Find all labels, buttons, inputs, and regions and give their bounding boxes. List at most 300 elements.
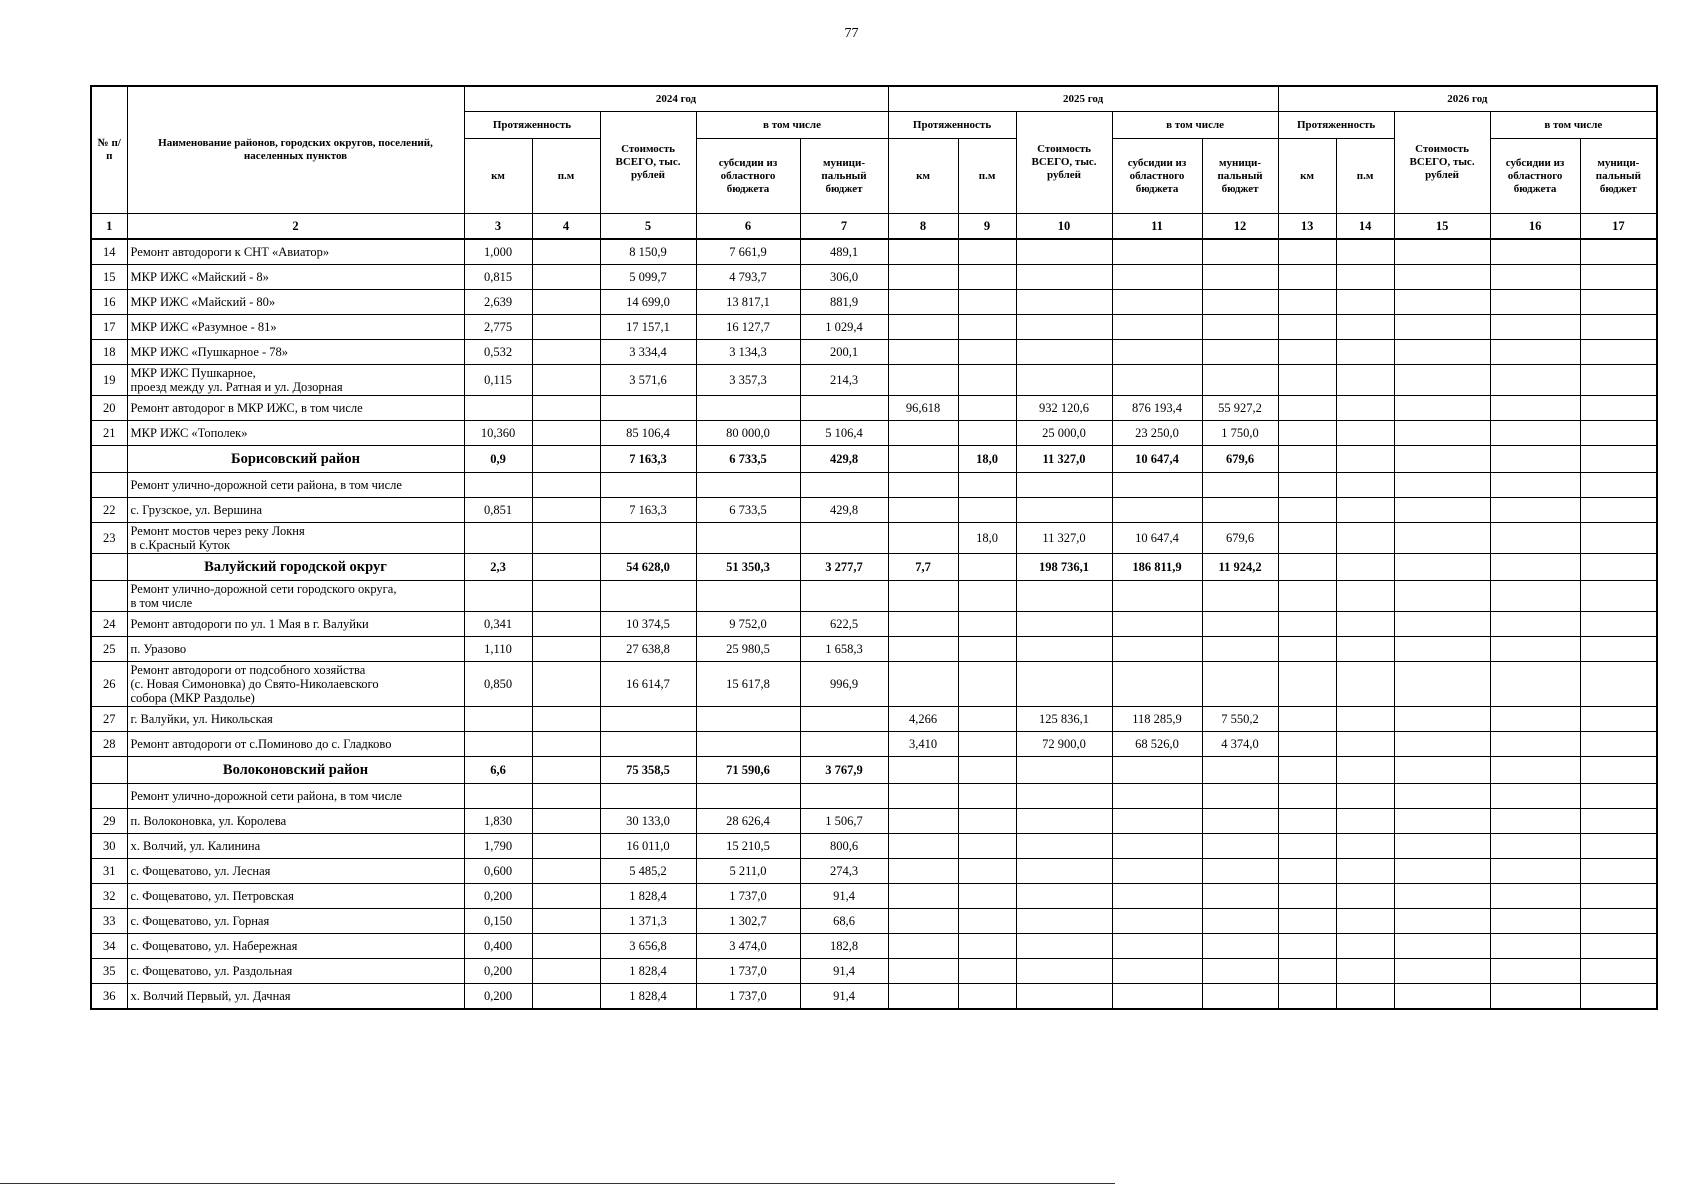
value-cell <box>1278 757 1336 784</box>
value-cell: 622,5 <box>800 612 888 637</box>
value-cell <box>1490 365 1580 396</box>
header-cost-2024: Стоимость ВСЕГО, тыс. рублей <box>600 112 696 214</box>
value-cell <box>1336 290 1394 315</box>
header-name: Наименование районов, городских округов, поселений, населенных пунктов <box>127 86 464 214</box>
value-cell: 429,8 <box>800 446 888 473</box>
row-name: МКР ИЖС «Разумное - 81» <box>127 315 464 340</box>
value-cell <box>1490 315 1580 340</box>
row-name: Борисовский район <box>127 446 464 473</box>
value-cell: 0,115 <box>464 365 532 396</box>
row-name: с. Фощеватово, ул. Набережная <box>127 934 464 959</box>
value-cell <box>1580 909 1657 934</box>
value-cell <box>1336 884 1394 909</box>
value-cell: 11 924,2 <box>1202 554 1278 581</box>
value-cell <box>1394 884 1490 909</box>
value-cell <box>958 859 1016 884</box>
row-number: 14 <box>91 239 127 265</box>
value-cell <box>1490 239 1580 265</box>
row-number: 31 <box>91 859 127 884</box>
value-cell: 91,4 <box>800 959 888 984</box>
value-cell <box>1336 934 1394 959</box>
value-cell <box>1336 421 1394 446</box>
value-cell <box>532 365 600 396</box>
value-cell <box>1112 959 1202 984</box>
value-cell <box>1580 421 1657 446</box>
value-cell <box>1202 834 1278 859</box>
value-cell <box>1278 707 1336 732</box>
column-number: 2 <box>127 214 464 240</box>
value-cell <box>1336 265 1394 290</box>
value-cell <box>888 809 958 834</box>
value-cell: 14 699,0 <box>600 290 696 315</box>
value-cell: 3 357,3 <box>696 365 800 396</box>
value-cell <box>1490 581 1580 612</box>
value-cell: 51 350,3 <box>696 554 800 581</box>
value-cell <box>1016 290 1112 315</box>
value-cell: 1 828,4 <box>600 884 696 909</box>
row-name: п. Волоконовка, ул. Королева <box>127 809 464 834</box>
value-cell: 489,1 <box>800 239 888 265</box>
row-name: с. Фощеватово, ул. Раздольная <box>127 959 464 984</box>
value-cell <box>1490 784 1580 809</box>
column-number-row <box>91 214 1657 240</box>
value-cell <box>958 834 1016 859</box>
table-row <box>91 612 1657 637</box>
value-cell <box>1112 934 1202 959</box>
value-cell <box>464 396 532 421</box>
value-cell <box>958 396 1016 421</box>
value-cell <box>1580 809 1657 834</box>
value-cell <box>1336 612 1394 637</box>
table-row <box>91 809 1657 834</box>
table-row <box>91 859 1657 884</box>
row-name: Ремонт автодороги по ул. 1 Мая в г. Валуйки <box>127 612 464 637</box>
header-municipal-2024: муници-пальный бюджет <box>800 139 888 214</box>
group-row <box>91 757 1657 784</box>
value-cell: 1 029,4 <box>800 315 888 340</box>
value-cell: 7,7 <box>888 554 958 581</box>
value-cell <box>1112 662 1202 707</box>
value-cell <box>1336 315 1394 340</box>
value-cell <box>888 290 958 315</box>
value-cell <box>1112 784 1202 809</box>
value-cell: 1 828,4 <box>600 959 696 984</box>
value-cell <box>800 581 888 612</box>
row-name: Ремонт автодорог в МКР ИЖС, в том числе <box>127 396 464 421</box>
value-cell <box>532 909 600 934</box>
value-cell <box>800 707 888 732</box>
table-row <box>91 581 1657 612</box>
value-cell <box>1580 315 1657 340</box>
value-cell: 7 550,2 <box>1202 707 1278 732</box>
value-cell: 200,1 <box>800 340 888 365</box>
value-cell <box>1278 498 1336 523</box>
value-cell <box>532 784 600 809</box>
row-number: 34 <box>91 934 127 959</box>
value-cell: 5 099,7 <box>600 265 696 290</box>
value-cell <box>1016 662 1112 707</box>
value-cell: 7 163,3 <box>600 446 696 473</box>
table-row <box>91 784 1657 809</box>
value-cell <box>464 581 532 612</box>
value-cell: 28 626,4 <box>696 809 800 834</box>
value-cell: 13 817,1 <box>696 290 800 315</box>
row-number: 21 <box>91 421 127 446</box>
value-cell <box>958 365 1016 396</box>
value-cell <box>1580 884 1657 909</box>
value-cell: 7 661,9 <box>696 239 800 265</box>
value-cell <box>532 959 600 984</box>
row-number: 36 <box>91 984 127 1010</box>
value-cell: 5 211,0 <box>696 859 800 884</box>
value-cell <box>1394 581 1490 612</box>
value-cell <box>532 421 600 446</box>
column-number: 15 <box>1394 214 1490 240</box>
table-row <box>91 707 1657 732</box>
value-cell <box>1394 984 1490 1010</box>
value-cell <box>1394 523 1490 554</box>
value-cell <box>958 707 1016 732</box>
value-cell <box>888 757 958 784</box>
value-cell: 1 371,3 <box>600 909 696 934</box>
value-cell <box>1016 315 1112 340</box>
value-cell <box>532 554 600 581</box>
value-cell <box>1278 884 1336 909</box>
value-cell <box>696 784 800 809</box>
value-cell <box>958 757 1016 784</box>
value-cell: 55 927,2 <box>1202 396 1278 421</box>
value-cell: 186 811,9 <box>1112 554 1202 581</box>
value-cell <box>958 884 1016 909</box>
value-cell <box>1336 662 1394 707</box>
value-cell <box>800 523 888 554</box>
value-cell <box>1112 340 1202 365</box>
value-cell <box>1490 859 1580 884</box>
value-cell <box>1490 612 1580 637</box>
value-cell <box>1490 446 1580 473</box>
value-cell <box>1336 909 1394 934</box>
value-cell <box>1278 909 1336 934</box>
value-cell: 54 628,0 <box>600 554 696 581</box>
value-cell <box>1202 757 1278 784</box>
header-incl-2024: в том числе <box>696 112 888 139</box>
value-cell: 1 737,0 <box>696 984 800 1010</box>
column-number: 14 <box>1336 214 1394 240</box>
header-cost-2025: Стоимость ВСЕГО, тыс. рублей <box>1016 112 1112 214</box>
row-name: Ремонт автодороги от подсобного хозяйства (с. Новая Симоновка) до Свято-Николаевского собора (МКР Раздолье) <box>127 662 464 707</box>
row-name: Валуйский городской округ <box>127 554 464 581</box>
value-cell: 10 647,4 <box>1112 446 1202 473</box>
value-cell <box>1394 365 1490 396</box>
header-pm-2024: п.м <box>532 139 600 214</box>
value-cell <box>1580 707 1657 732</box>
value-cell <box>1490 732 1580 757</box>
value-cell <box>1394 612 1490 637</box>
value-cell <box>600 581 696 612</box>
row-number: 29 <box>91 809 127 834</box>
row-number: 27 <box>91 707 127 732</box>
value-cell <box>1278 959 1336 984</box>
value-cell <box>1112 984 1202 1010</box>
value-cell <box>1112 637 1202 662</box>
value-cell: 6,6 <box>464 757 532 784</box>
row-number: 25 <box>91 637 127 662</box>
value-cell <box>888 909 958 934</box>
value-cell <box>1394 239 1490 265</box>
value-cell <box>532 662 600 707</box>
row-name: Волоконовский район <box>127 757 464 784</box>
value-cell <box>1394 757 1490 784</box>
row-name: МКР ИЖС «Тополек» <box>127 421 464 446</box>
value-cell <box>600 784 696 809</box>
value-cell <box>958 290 1016 315</box>
value-cell <box>532 834 600 859</box>
value-cell <box>1580 859 1657 884</box>
value-cell: 23 250,0 <box>1112 421 1202 446</box>
value-cell <box>1336 834 1394 859</box>
value-cell: 16 614,7 <box>600 662 696 707</box>
value-cell <box>1394 265 1490 290</box>
value-cell: 7 163,3 <box>600 498 696 523</box>
value-cell <box>1278 612 1336 637</box>
value-cell <box>1490 959 1580 984</box>
value-cell <box>1394 554 1490 581</box>
row-name: Ремонт мостов через реку Локня в с.Красный Куток <box>127 523 464 554</box>
column-number: 12 <box>1202 214 1278 240</box>
value-cell <box>1112 265 1202 290</box>
value-cell: 18,0 <box>958 523 1016 554</box>
header-municipal-2026: муници-пальный бюджет <box>1580 139 1657 214</box>
value-cell <box>958 662 1016 707</box>
value-cell: 881,9 <box>800 290 888 315</box>
row-name: МКР ИЖС «Майский - 8» <box>127 265 464 290</box>
value-cell <box>1278 732 1336 757</box>
value-cell <box>1112 809 1202 834</box>
value-cell: 118 285,9 <box>1112 707 1202 732</box>
row-name: Ремонт улично-дорожной сети района, в том числе <box>127 784 464 809</box>
value-cell <box>1202 984 1278 1010</box>
value-cell <box>1490 340 1580 365</box>
roads-table <box>90 85 1658 1010</box>
value-cell <box>1336 637 1394 662</box>
value-cell <box>1016 473 1112 498</box>
value-cell <box>1336 340 1394 365</box>
value-cell <box>958 421 1016 446</box>
value-cell: 6 733,5 <box>696 498 800 523</box>
value-cell <box>1202 959 1278 984</box>
value-cell <box>532 581 600 612</box>
value-cell <box>1112 315 1202 340</box>
value-cell <box>1278 340 1336 365</box>
value-cell <box>1278 365 1336 396</box>
table-row <box>91 473 1657 498</box>
value-cell <box>1016 859 1112 884</box>
value-cell: 2,3 <box>464 554 532 581</box>
row-number <box>91 554 127 581</box>
value-cell <box>1112 884 1202 909</box>
value-cell <box>800 396 888 421</box>
value-cell <box>696 473 800 498</box>
value-cell <box>1490 554 1580 581</box>
value-cell <box>1278 581 1336 612</box>
value-cell <box>888 421 958 446</box>
value-cell <box>958 239 1016 265</box>
value-cell <box>888 446 958 473</box>
value-cell <box>958 498 1016 523</box>
value-cell <box>958 909 1016 934</box>
value-cell <box>888 934 958 959</box>
row-number: 28 <box>91 732 127 757</box>
table-row <box>91 239 1657 265</box>
value-cell <box>1112 581 1202 612</box>
value-cell <box>1394 315 1490 340</box>
value-cell: 68 526,0 <box>1112 732 1202 757</box>
value-cell: 0,200 <box>464 984 532 1010</box>
value-cell <box>1394 290 1490 315</box>
value-cell: 15 210,5 <box>696 834 800 859</box>
value-cell: 17 157,1 <box>600 315 696 340</box>
value-cell <box>888 498 958 523</box>
row-number: 22 <box>91 498 127 523</box>
header-subsidy-2025: субсидии из областного бюджета <box>1112 139 1202 214</box>
value-cell <box>1336 707 1394 732</box>
value-cell <box>1580 637 1657 662</box>
value-cell <box>1112 473 1202 498</box>
header-subsidy-2026: субсидии из областного бюджета <box>1490 139 1580 214</box>
value-cell: 10 374,5 <box>600 612 696 637</box>
header-subsidy-2024: субсидии из областного бюджета <box>696 139 800 214</box>
value-cell: 1,830 <box>464 809 532 834</box>
value-cell <box>888 315 958 340</box>
value-cell <box>1278 315 1336 340</box>
value-cell <box>958 315 1016 340</box>
value-cell: 0,200 <box>464 959 532 984</box>
value-cell <box>1016 581 1112 612</box>
value-cell <box>1490 707 1580 732</box>
value-cell <box>1580 662 1657 707</box>
value-cell <box>1490 421 1580 446</box>
row-number: 33 <box>91 909 127 934</box>
value-cell: 0,815 <box>464 265 532 290</box>
value-cell: 75 358,5 <box>600 757 696 784</box>
header-year-2026: 2026 год <box>1278 86 1657 112</box>
value-cell <box>1278 523 1336 554</box>
value-cell <box>958 809 1016 834</box>
value-cell <box>888 784 958 809</box>
value-cell <box>888 612 958 637</box>
value-cell: 1 737,0 <box>696 884 800 909</box>
value-cell: 0,200 <box>464 884 532 909</box>
row-name: п. Уразово <box>127 637 464 662</box>
value-cell: 182,8 <box>800 934 888 959</box>
value-cell <box>1278 239 1336 265</box>
value-cell <box>1202 934 1278 959</box>
header-incl-2026: в том числе <box>1490 112 1657 139</box>
column-number: 1 <box>91 214 127 240</box>
value-cell: 1,790 <box>464 834 532 859</box>
value-cell: 68,6 <box>800 909 888 934</box>
value-cell <box>1336 732 1394 757</box>
value-cell: 91,4 <box>800 884 888 909</box>
value-cell <box>1278 984 1336 1010</box>
value-cell <box>464 732 532 757</box>
value-cell: 0,532 <box>464 340 532 365</box>
value-cell <box>1490 884 1580 909</box>
header-cost-2026: Стоимость ВСЕГО, тыс. рублей <box>1394 112 1490 214</box>
value-cell <box>532 732 600 757</box>
header-incl-2025: в том числе <box>1112 112 1278 139</box>
column-number: 10 <box>1016 214 1112 240</box>
value-cell: 198 736,1 <box>1016 554 1112 581</box>
value-cell: 1 302,7 <box>696 909 800 934</box>
value-cell <box>1202 859 1278 884</box>
value-cell <box>1490 290 1580 315</box>
table-row <box>91 523 1657 554</box>
value-cell <box>1112 859 1202 884</box>
value-cell <box>600 732 696 757</box>
value-cell <box>958 934 1016 959</box>
value-cell: 16 011,0 <box>600 834 696 859</box>
table-row <box>91 909 1657 934</box>
row-number <box>91 757 127 784</box>
value-cell <box>532 498 600 523</box>
row-number: 30 <box>91 834 127 859</box>
value-cell <box>1580 446 1657 473</box>
value-cell: 932 120,6 <box>1016 396 1112 421</box>
row-number: 18 <box>91 340 127 365</box>
value-cell <box>1490 834 1580 859</box>
value-cell: 0,150 <box>464 909 532 934</box>
value-cell <box>888 834 958 859</box>
value-cell <box>464 523 532 554</box>
value-cell <box>1394 809 1490 834</box>
value-cell <box>1336 498 1394 523</box>
value-cell <box>1580 340 1657 365</box>
value-cell <box>1202 315 1278 340</box>
row-name: Ремонт улично-дорожной сети городского округа, в том числе <box>127 581 464 612</box>
value-cell: 0,9 <box>464 446 532 473</box>
table-row <box>91 315 1657 340</box>
row-number: 20 <box>91 396 127 421</box>
value-cell <box>1112 757 1202 784</box>
value-cell: 3 767,9 <box>800 757 888 784</box>
value-cell <box>1202 265 1278 290</box>
row-number <box>91 784 127 809</box>
value-cell <box>888 959 958 984</box>
value-cell: 3,410 <box>888 732 958 757</box>
value-cell <box>1336 581 1394 612</box>
value-cell <box>696 523 800 554</box>
row-name: МКР ИЖС «Пушкарное - 78» <box>127 340 464 365</box>
row-number: 15 <box>91 265 127 290</box>
value-cell <box>1112 239 1202 265</box>
value-cell <box>1394 732 1490 757</box>
value-cell <box>1394 396 1490 421</box>
value-cell <box>1580 554 1657 581</box>
value-cell <box>1016 934 1112 959</box>
value-cell <box>1278 446 1336 473</box>
value-cell <box>1016 612 1112 637</box>
value-cell <box>1112 365 1202 396</box>
value-cell <box>888 365 958 396</box>
table-row <box>91 421 1657 446</box>
value-cell <box>958 473 1016 498</box>
value-cell <box>1278 662 1336 707</box>
row-number <box>91 446 127 473</box>
value-cell <box>888 265 958 290</box>
value-cell: 1 828,4 <box>600 984 696 1010</box>
value-cell <box>1278 265 1336 290</box>
